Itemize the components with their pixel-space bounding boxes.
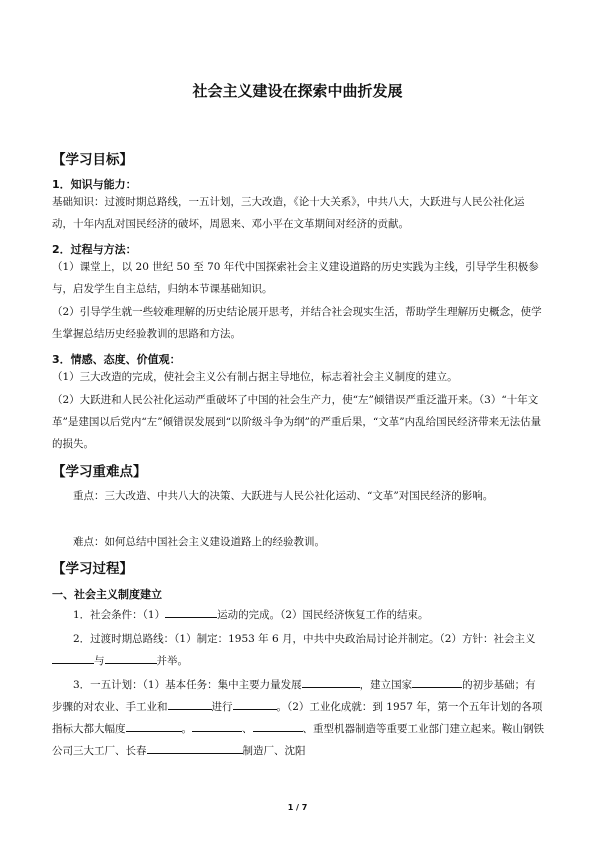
fill-blank[interactable] bbox=[302, 675, 360, 688]
attitude-values-p1: （1）三大改造的完成，使社会主义公有制占据主导地位，标志着社会主义制度的建立。 bbox=[52, 371, 458, 383]
fill-blank[interactable] bbox=[233, 697, 277, 710]
item3-text-d: 进行 bbox=[211, 701, 233, 713]
fill-blank[interactable] bbox=[253, 719, 303, 732]
item3-text-g: 、 bbox=[242, 723, 253, 735]
item3-text-b: ，建立国家 bbox=[359, 679, 413, 691]
fill-blank[interactable] bbox=[52, 651, 94, 664]
attitude-values-heading: 3．情感、态度、价值观： bbox=[52, 353, 181, 366]
item3-text-c: 的初步基础；有步骤的对农业、手工业和 bbox=[52, 679, 536, 713]
process-method-p2: （2）引导学生就一些较难理解的历史结论展开思考，并结合社会现实生活，帮助学生理解历史概念，使学生掌握总结历史经验教训的思路和方法。 bbox=[52, 306, 542, 340]
item3-text-f: 。 bbox=[181, 723, 192, 735]
fill-blank[interactable] bbox=[192, 719, 242, 732]
fill-blank[interactable] bbox=[412, 675, 462, 688]
process-method-heading: 2．过程与方法： bbox=[52, 243, 137, 256]
key-points-text: 重点：三大改造、中共八大的决策、大跃进与人民公社化运动、“文革”对国民经济的影响。 bbox=[73, 490, 494, 502]
key-points-heading: 【学习重难点】 bbox=[52, 464, 147, 480]
item2-text-c: 并举。 bbox=[156, 655, 188, 667]
process-item-1 bbox=[52, 604, 544, 626]
process-item-3 bbox=[52, 674, 544, 762]
page-number: 1 / 7 bbox=[287, 803, 308, 812]
item3-text-a: 3．一五计划：（1）基本任务：集中主要力量发展 bbox=[73, 679, 302, 691]
fill-blank[interactable] bbox=[165, 605, 217, 618]
item3-text-e: 。（2）工业化成就：到 1957 年，第一个五年计划的各项指标大都大幅度 bbox=[52, 701, 543, 735]
process-method-p1: （1）课堂上，以 20 世纪 50 至 70 年代中国探索社会主义建设道路的历史实践为主线，引导学生积极参与，启发学生自主总结，归纳本节课基础知识。 bbox=[52, 261, 539, 295]
item3-text-i: 制造厂、沈阳 bbox=[242, 745, 306, 757]
process-item-2 bbox=[52, 628, 544, 672]
knowledge-ability-heading: 1．知识与能力： bbox=[52, 178, 137, 191]
fill-blank[interactable] bbox=[105, 651, 157, 664]
item1-text-b: 运动的完成。（2）国民经济恢复工作的结束。 bbox=[217, 609, 429, 621]
learning-process-heading: 【学习过程】 bbox=[52, 561, 133, 577]
fill-blank[interactable] bbox=[147, 741, 243, 754]
item3-text-h: 、重型机器制造等重要工业部门建立起来。鞍山钢铁公司三大工厂、长春 bbox=[52, 723, 544, 757]
socialist-system-heading: 一、社会主义制度建立 bbox=[52, 588, 162, 601]
difficulty-text: 难点：如何总结中国社会主义建设道路上的经验教训。 bbox=[73, 536, 325, 548]
item2-text-b: 与 bbox=[94, 655, 105, 667]
fill-blank[interactable] bbox=[168, 697, 212, 710]
attitude-values-p2: （2）大跃进和人民公社化运动严重破坏了中国的社会生产力，使“左”倾错误严重泛滥开来。（3）“十年文革”是建国以后党内“左”倾错误发展到“以阶级斗争为纲”的严重后果，“文革”内乱给国民经济带来无法估量的损失。 bbox=[52, 394, 542, 450]
learning-goals-heading: 【学习目标】 bbox=[52, 152, 133, 168]
item2-text-a: 2．过渡时期总路线：（1）制定：1953 年 6 月，中共中央政治局讨论并制定。（2）方针：社会主义 bbox=[73, 633, 536, 645]
knowledge-ability-text: 基础知识：过渡时期总路线，一五计划，三大改造，《论十大关系》，中共八大，大跃进与人民公社化运动，十年内乱对国民经济的破坏，周恩来、邓小平在文革期间对经济的贡献。 bbox=[52, 196, 525, 230]
item1-text-a: 1．社会条件：（1） bbox=[73, 609, 166, 621]
page-title: 社会主义建设在探索中曲折发展 bbox=[192, 82, 403, 100]
fill-blank[interactable] bbox=[126, 719, 182, 732]
